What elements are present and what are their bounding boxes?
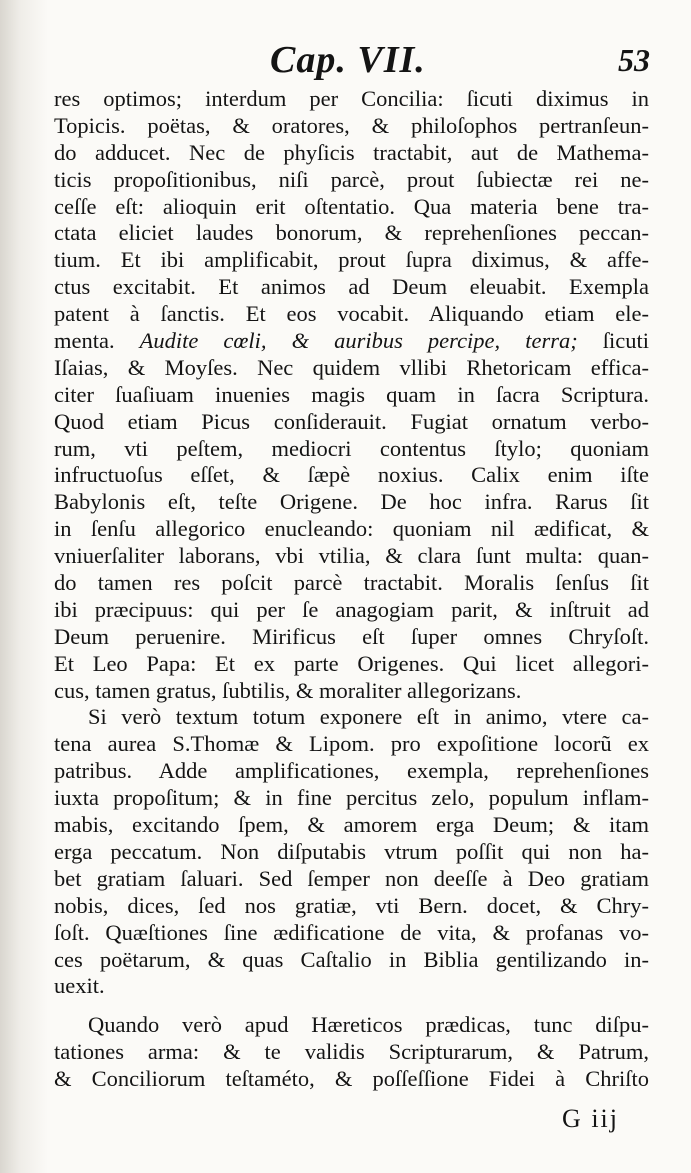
text-line: ctus excitabit. Et animos ad Deum eleuabit. Exempla	[54, 274, 649, 300]
text-line: ibi præcipuus: qui per ſe anagogiam parit, & inſtruit ad	[54, 596, 649, 622]
scripture-quotation: Audite cœli, & auribus percipe, terra;	[139, 328, 578, 354]
text-line: Deum peruenire. Mirificus eſt ſuper omnes Chryſoſt.	[54, 623, 649, 649]
text-line: vniuerſaliter laborans, vbi vtilia, & clara ſunt multa: quan-	[54, 543, 649, 569]
text-fragment: menta.	[54, 328, 140, 354]
page-header	[50, 38, 650, 86]
text-line: rum, vti peſtem, mediocri contentus ſtylo; quoniam	[54, 435, 649, 461]
text-line: Quando verò apud Hæreticos prædicas, tunc diſpu-	[88, 1012, 649, 1038]
text-line: ces poëtarum, & quas Caſtalio in Biblia gentilizando in-	[54, 946, 649, 972]
text-line: Iſaias, & Moyſes. Nec quidem vllibi Rhetoricam effica-	[54, 354, 649, 380]
text-line: in ſenſu allegorico enucleando: quoniam nil ædificat, &	[54, 516, 649, 542]
text-line: ticis propoſitionibus, niſi parcè, prout ſubiectæ rei ne-	[54, 166, 649, 192]
text-line: do tamen res poſcit parcè tractabit. Moralis ſenſus ſit	[54, 570, 649, 596]
text-line: Et Leo Papa: Et ex parte Origenes. Qui licet allegori-	[54, 650, 649, 676]
text-line: Quod etiam Picus conſiderauit. Fugiat ornatum verbo-	[54, 408, 649, 434]
text-line: tationes arma: & te validis Scripturarum, & Patrum,	[54, 1039, 649, 1065]
text-line: cus, tamen gratus, ſubtilis, & moraliter allegorizans.	[54, 677, 522, 703]
text-line: uexit.	[54, 973, 105, 999]
text-line: res optimos; interdum per Concilia: ſicuti diximus in	[54, 86, 649, 111]
paragraph-gap	[54, 1000, 649, 1012]
text-line: infructuoſus eſſet, & ſæpè noxius. Calix enim iſte	[54, 462, 649, 488]
text-line: ctata eliciet laudes bonorum, & reprehenſiones peccan-	[54, 220, 649, 246]
text-line: iuxta propoſitum; & in fine percitus zelo, populum inflam-	[54, 785, 649, 811]
running-title: Cap. VII.	[270, 39, 426, 81]
text-line: tium. Et ibi amplificabit, prout ſupra diximus, & affe-	[54, 247, 649, 273]
text-line: Si verò textum totum exponere eſt in animo, vtere ca-	[88, 704, 649, 730]
text-line: mabis, excitando ſpem, & amorem erga Deum; & itam	[54, 812, 649, 838]
text-line: nobis, dices, ſed nos gratiæ, vti Bern. docet, & Chry-	[54, 892, 649, 918]
text-line: do adducet. Nec de phyſicis tractabit, aut de Mathema-	[54, 139, 649, 165]
text-line: Topicis. poëtas, & oratores, & philoſophos pertranſeun-	[54, 112, 649, 138]
text-line-with-quotation	[54, 328, 649, 355]
text-line: erga peccatum. Non diſputabis vtrum poſſit qui non ha-	[54, 838, 649, 864]
text-line: Babylonis eſt, teſte Origene. De hoc infra. Rarus ſit	[54, 489, 649, 515]
text-line: & Conciliorum teſtaméto, & poſſeſſione Fidei à Chriſto	[54, 1066, 649, 1092]
page-number: 53	[618, 42, 650, 78]
signature-mark: G iij	[562, 1104, 619, 1133]
text-line: citer ſuaſiuam inuenies magis quam in ſacra Scriptura.	[54, 381, 649, 407]
scan-shadow-edge	[0, 0, 48, 1173]
text-fragment: ſicuti	[577, 328, 649, 354]
body-text	[54, 86, 649, 1093]
text-line: ceſſe eſt: alioquin erit oſtentatio. Qua materia bene tra-	[54, 193, 649, 219]
text-line: bet gratiam ſaluari. Sed ſemper non deeſſe à Deo gratiam	[54, 865, 649, 891]
text-line: tena aurea S.Thomæ & Lipom. pro expoſitione locorũ ex	[54, 731, 649, 757]
text-line: patent à ſanctis. Et eos vocabit. Aliquando etiam ele-	[54, 301, 649, 327]
text-line: ſoſt. Quæſtiones ſine ædificatione de vita, & profanas vo-	[54, 919, 649, 945]
text-line: patribus. Adde amplificationes, exempla, reprehenſiones	[54, 758, 649, 784]
